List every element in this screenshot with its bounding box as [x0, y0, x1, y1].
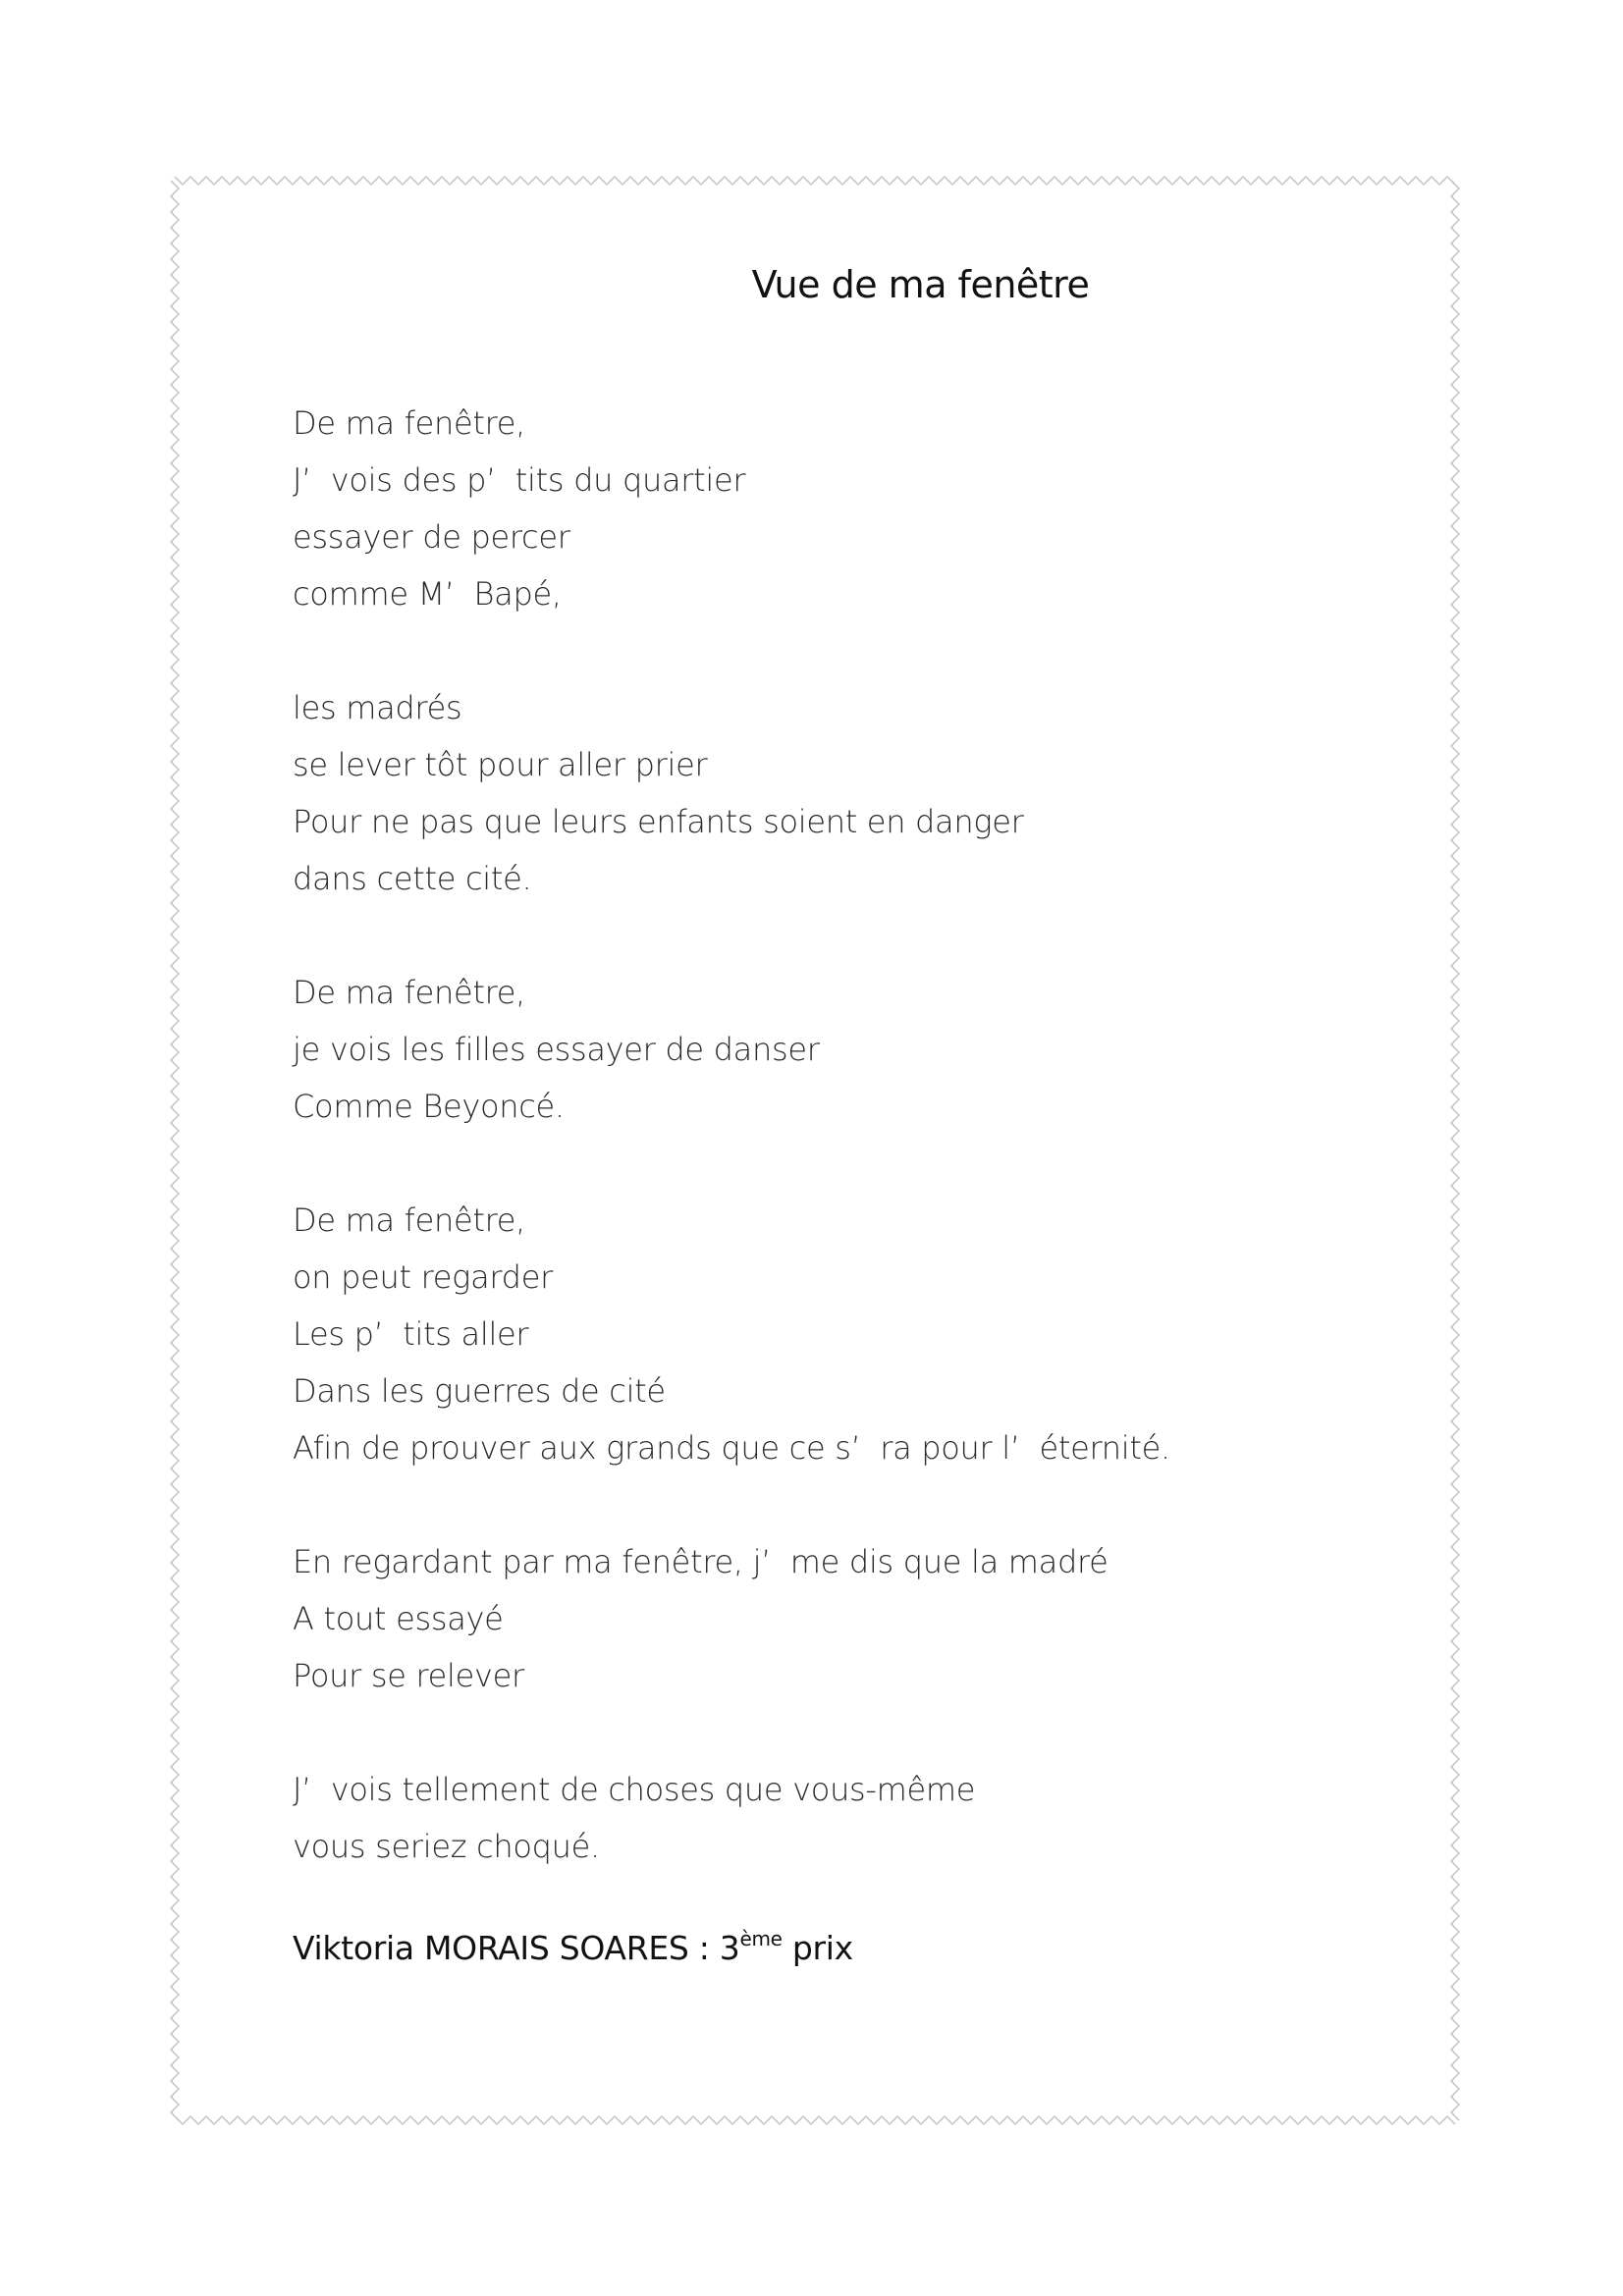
poem-line: Pour ne pas que leurs enfants soient en danger [293, 803, 1024, 840]
poem-line: on peut regarder [293, 1258, 553, 1296]
stanza [293, 395, 1422, 622]
stanza [293, 1192, 1422, 1476]
stanza [293, 964, 1422, 1135]
poem-line: Pour se relever [293, 1657, 524, 1694]
poem-line: essayer de percer [293, 518, 570, 556]
poem-line: J’ vois des p’ tits du quartier [293, 461, 746, 499]
border-zigzag-line [1451, 181, 1459, 2120]
poem-line: De ma fenêtre, [293, 974, 526, 1011]
poem-line: se lever tôt pour aller prier [293, 746, 708, 783]
stanza [293, 1533, 1422, 1704]
poem-line: les madrés [293, 689, 462, 726]
poem-line: J’ vois tellement de choses que vous-même [293, 1771, 976, 1808]
stanza [293, 679, 1422, 907]
border-zigzag-line [175, 2116, 1455, 2124]
poem-line: Les p’ tits aller [293, 1315, 529, 1353]
border-zigzag-line [171, 181, 179, 2120]
poem-line: Dans les guerres de cité [293, 1372, 666, 1410]
poem-line: comme M’ Bapé, [293, 575, 562, 613]
poem-line: dans cette cité. [293, 860, 532, 897]
ordinal-superscript: ème [739, 1927, 783, 1950]
poem-line: De ma fenêtre, [293, 1201, 526, 1239]
poem-line: En regardant par ma fenêtre, j’ me dis que la madré [293, 1543, 1109, 1580]
prize-label: prix [782, 1929, 853, 1967]
poem-line: Comme Beyoncé. [293, 1088, 565, 1125]
poem-line: je vois les filles essayer de danser [293, 1031, 820, 1068]
stanza [293, 1761, 1422, 1875]
poem-body [293, 395, 1422, 1932]
border-zigzag-line [175, 177, 1455, 185]
poem-line: Afin de prouver aux grands que ce s’ ra pour l’ éternité. [293, 1429, 1170, 1467]
poem-title: Vue de ma fenêtre [751, 263, 1090, 306]
poem-line: vous seriez choqué. [293, 1828, 600, 1865]
poem-line: A tout essayé [293, 1600, 504, 1637]
author-name: Viktoria MORAIS SOARES : 3 [293, 1929, 740, 1967]
author-signature [293, 1929, 853, 1967]
poem-line: De ma fenêtre, [293, 404, 526, 442]
